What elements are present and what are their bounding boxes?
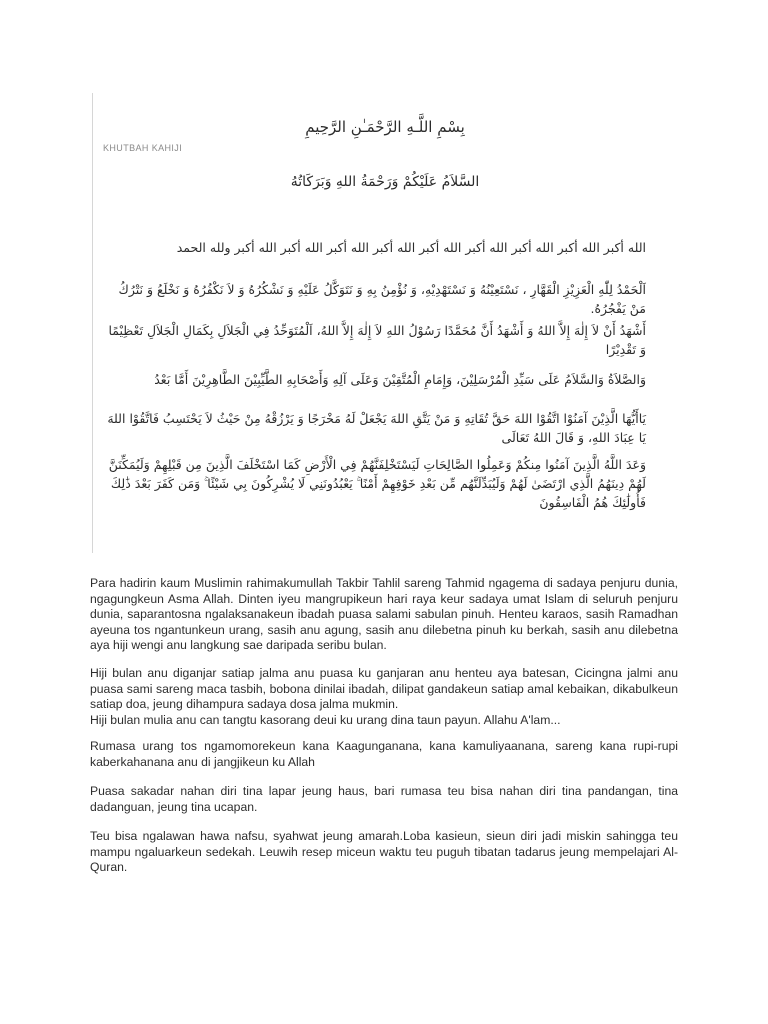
sundanese-paragraph [90, 666, 678, 728]
sundanese-paragraph [90, 739, 678, 770]
paragraph-text: Puasa sakadar nahan diri tina lapar jeung haus, bari rumasa teu bisa nahan diri tina pandangan, tina dadanguan, jeung tina ucapan. [90, 784, 678, 814]
paragraph-text: Rumasa urang tos ngamomorekeun kana Kaagunganana, kana kamuliyaanana, sareng kana rupi-rupi kaberkahanana anu di jangjikeun ku Allah [90, 739, 678, 769]
paragraph-text: Teu bisa ngalawan hawa nafsu, syahwat jeung amarah.Loba kasieun, sieun diri jadi miskin sahingga teu mampu ngaluarkeun sedekah. Leuwih resep miceun waktu teu puguh tibatan tadarus jeung mempelajari Al-Quran. [90, 829, 678, 874]
arabic-paragraph-shahada: أَشْهَدُ أَنْ لاَ إِلٰهَ إِلاَّ اللهُ وَ أَشْهَدُ أَنَّ مُحَمَّدًا رَسُوْلُ اللهِ لاَ إِلٰهَ إِلاَّ اللهُ، اَلْمُتَوَحِّدُ فِي الْجَلاَلِ بِكَمَالِ الْجَلاَلِ تَعْظِيْمًا وَ تَقْدِيْرًا [108, 323, 646, 357]
paragraph-text: Hiji bulan mulia anu can tangtu kasorang deui ku urang dina taun payun. Allahu A'lam... [90, 712, 561, 727]
takbir-line: الله أكبر الله أكبر الله أكبر الله أكبر الله أكبر الله أكبر الله أكبر الله أكبر الله أكبر ولله الحمد [176, 240, 646, 255]
sundanese-paragraph [90, 784, 678, 815]
sundanese-paragraph [90, 576, 678, 654]
khutbah-label: KHUTBAH KAHIJI [103, 143, 183, 153]
basmala-heading: بِسْمِ اللَّـهِ الرَّحْمَـٰنِ الرَّحِيمِ [305, 118, 465, 136]
arabic-paragraph-quran-verse: وَعَدَ اللَّهُ الَّذِينَ آمَنُوا مِنكُمْ وَعَمِلُوا الصَّالِحَاتِ لَيَسْتَخْلِفَنَّهُمْ فِي الْأَرْضِ كَمَا اسْتَخْلَفَ الَّذِينَ مِن قَبْلِهِمْ وَلَيُمَكِّنَنَّ لَهُمْ دِينَهُمُ الَّذِي ارْتَضَىٰ لَهُمْ وَلَيُبَدِّلَنَّهُم مِّن بَعْدِ خَوْفِهِمْ أَمْنًا ۚ يَعْبُدُونَنِي لَا يُشْرِكُونَ بِي شَيْئًا ۚ وَمَن كَفَرَ بَعْدَ ذَٰلِكَ فَأُولَٰئِكَ هُمُ الْفَاسِقُونَ [108, 457, 646, 510]
arabic-paragraph-salawat: وَالصَّلاَةُ وَالسَّلاَمُ عَلَى سَيِّدِ الْمُرْسَلِيْنَ، وَإِمَامِ الْمُتَّقِيْنَ وَعَلَى آلِهِ وَأَصْحَابِهِ الطَّيِّبِيْنَ الطَّاهِرِيْنَ أَمَّا بَعْدُ [154, 372, 646, 387]
sundanese-paragraph [90, 829, 678, 876]
paragraph-text: Hiji bulan anu diganjar satiap jalma anu puasa ku ganjaran anu henteu aya batesan, Cicingna jalmi anu puasa sami sareng maca tasbih, bobona dinilai ibadah, dilipat gandakeun satiap amal kebaikan, dikabulkeun satiap doa, jeung dihampura sadaya dosa jalma mukmin. [90, 666, 678, 711]
paragraph-text: Para hadirin kaum Muslimin rahimakumullah Takbir Tahlil sareng Tahmid ngagema di sadaya penjuru dunia, ngagungkeun Asma Allah. Dinten iyeu mangrupikeun hari raya keur sadaya umat Islam di seluruh penjuru dunia, saparantosna ngalaksanakeun ibadah puasa salami sabulan pinuh. Henteu karaos, sasih Ramadhan ayeuna tos ngantunkeun urang, sasih anu agung, sasih anu dilebetna pinuh ku berkah, sasih anu dilebetna aya hiji wengi anu langkung sae daripada seribu bulan. [90, 576, 678, 652]
page-margin-rule [92, 93, 93, 553]
arabic-paragraph-hamdalah: اَلْحَمْدُ لِلّٰهِ الْعَزِيْزِ الْقَهَّارِ ، نَسْتَعِيْنُهُ وَ نَسْتَهْدِيْهِ، وَ نُؤْمِنُ بِهِ وَ نَتَوَكَّلُ عَلَيْهِ وَ نَشْكُرُهُ وَ لاَ نَكْفُرُهُ وَ نَخْلَعُ وَ نَتْرُكُ مَنْ يَفْجُرُهُ. [118, 282, 646, 316]
salam-greeting: السَّلاَمُ عَلَيْكُمْ وَرَحْمَةُ اللهِ وَبَرَكَاتُهُ [290, 174, 480, 190]
arabic-paragraph-taqwa: يَاأَيُّهَا الَّذِيْنَ آمَنُوْا اتَّقُوْا اللهَ حَقَّ تُقَاتِهِ وَ مَنْ يَتَّقِ اللهَ يَجْعَلْ لَهُ مَخْرَجًا وَ يَرْزُقْهُ مِنْ حَيْثُ لاَ يَحْتَسِبُ فَاتَّقُوْا اللهَ يَا عِبَادَ اللهِ، وَ قَالَ اللهُ تَعَالَى [107, 411, 646, 445]
